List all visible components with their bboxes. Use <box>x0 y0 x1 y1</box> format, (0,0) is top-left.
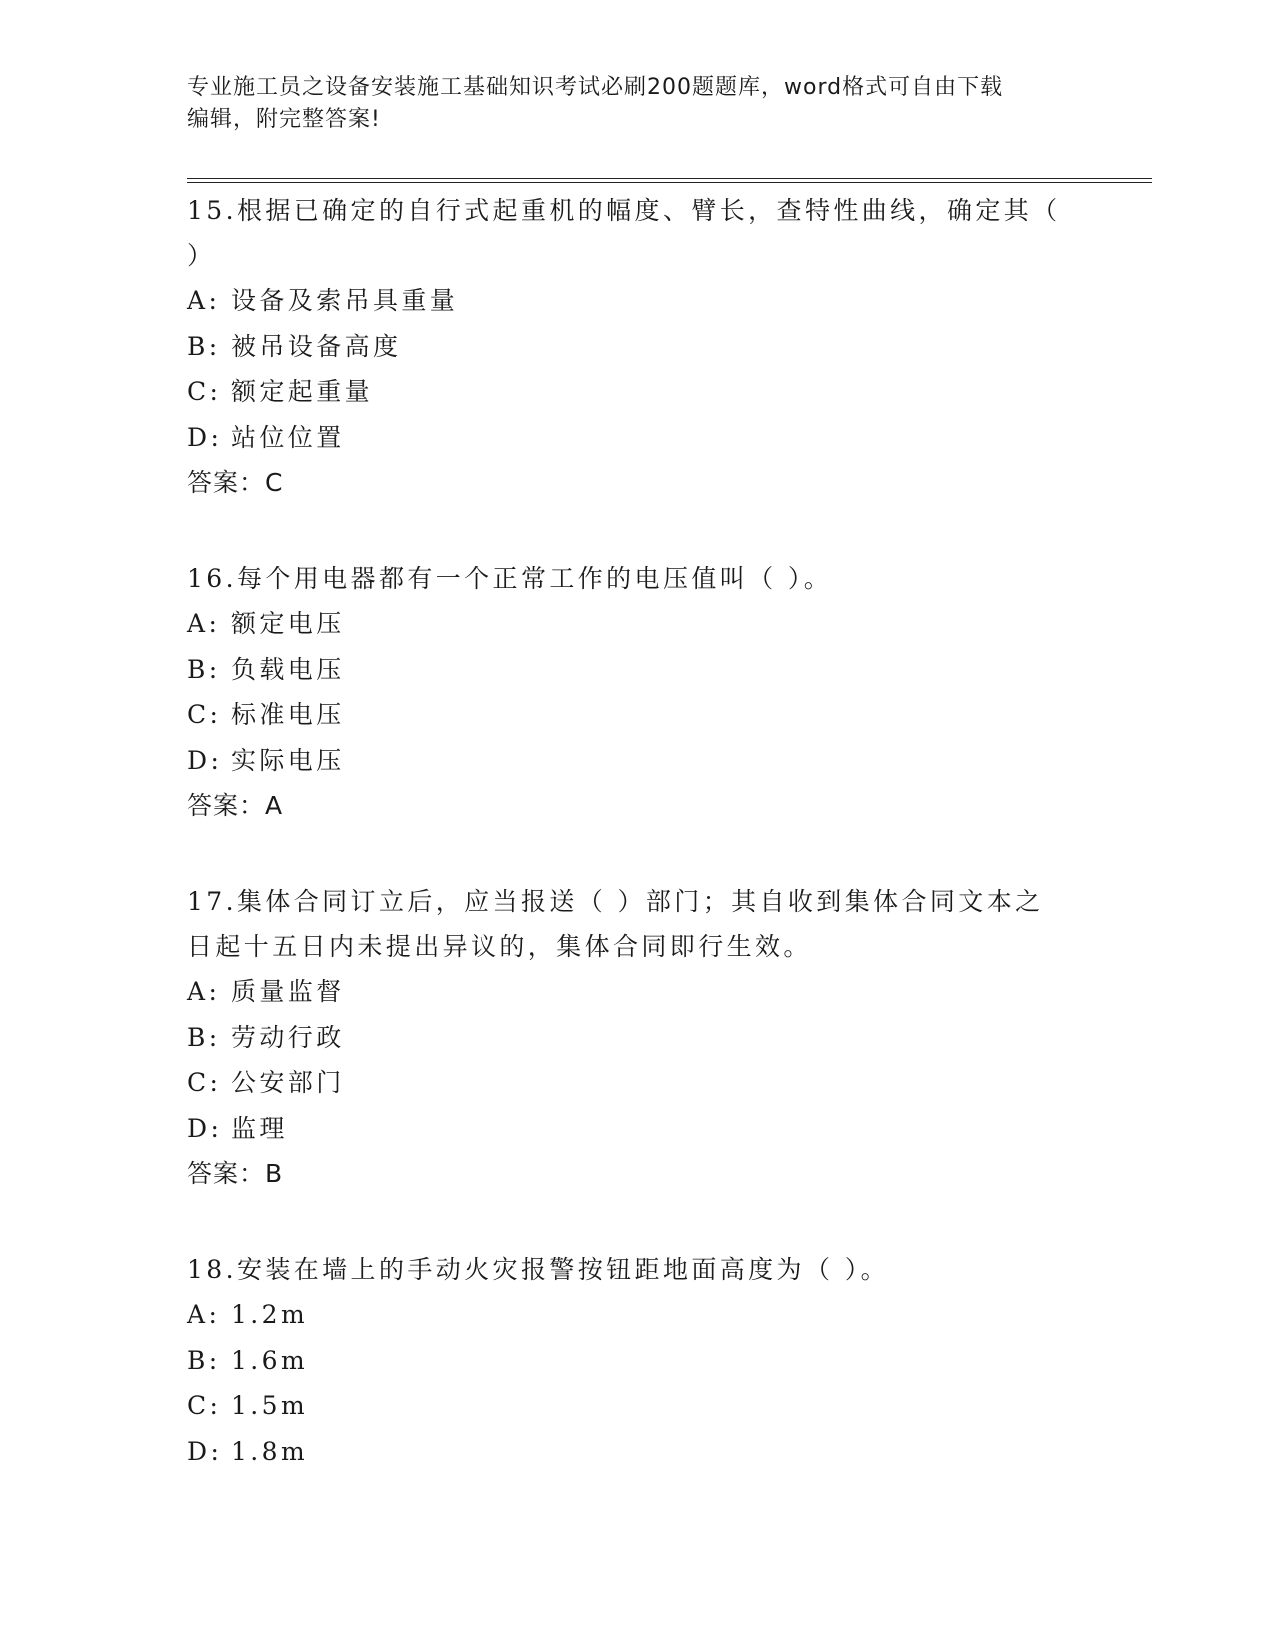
option-text: 监理 <box>231 1113 288 1143</box>
option-c <box>187 369 1152 415</box>
question-text: 16.每个用电器都有一个正常工作的电压值叫（ ）。 <box>187 564 833 593</box>
question-15 <box>187 188 1152 505</box>
option-text: 1.2m <box>231 1300 309 1329</box>
option-text: 标准电压 <box>231 700 345 729</box>
option-letter: B: <box>187 331 221 361</box>
question-text: 15.根据已确定的自行式起重机的幅度、臂长，查特性曲线，确定其（ ） <box>187 196 1061 270</box>
option-letter: D: <box>187 422 223 452</box>
option-c <box>187 1060 1152 1106</box>
option-letter: A: <box>187 1300 221 1329</box>
option-letter: A: <box>187 286 221 315</box>
option-a <box>187 601 1152 647</box>
answer-line: 答案：C <box>187 468 284 497</box>
option-d <box>187 1106 1152 1152</box>
question-text: 17.集体合同订立后，应当报送（ ）部门；其自收到集体合同文本之日起十五日内未提出异议的，集体合同即行生效。 <box>187 887 1044 961</box>
option-b <box>187 1338 1152 1384</box>
option-text: 负载电压 <box>231 654 345 684</box>
option-text: 1.5m <box>231 1391 309 1420</box>
question-17 <box>187 879 1152 1196</box>
option-text: 设备及索吊具重量 <box>231 286 459 315</box>
option-text: 额定起重量 <box>231 377 374 406</box>
option-text: 1.8m <box>231 1436 309 1466</box>
option-c <box>187 692 1152 738</box>
option-text: 被吊设备高度 <box>231 331 402 361</box>
option-text: 1.6m <box>231 1345 309 1375</box>
option-letter: C: <box>187 700 222 729</box>
option-text: 质量监督 <box>231 977 345 1006</box>
option-d <box>187 415 1152 461</box>
question-list <box>187 188 1152 1525</box>
document-page <box>187 0 1152 1650</box>
option-text: 公安部门 <box>231 1068 345 1097</box>
option-letter: C: <box>187 1391 222 1420</box>
option-text: 劳动行政 <box>231 1022 345 1052</box>
document-header <box>187 72 1067 136</box>
option-a <box>187 1292 1152 1338</box>
question-18 <box>187 1247 1152 1474</box>
header-double-rule <box>187 178 1152 183</box>
option-letter: B: <box>187 654 221 684</box>
option-text: 额定电压 <box>231 609 345 638</box>
option-a <box>187 278 1152 324</box>
question-16 <box>187 556 1152 828</box>
option-letter: B: <box>187 1345 221 1375</box>
option-letter: A: <box>187 977 221 1006</box>
header-title-line-2: 编辑，附完整答案! <box>187 107 381 132</box>
option-c <box>187 1383 1152 1429</box>
option-letter: C: <box>187 1068 222 1097</box>
option-b <box>187 324 1152 370</box>
option-letter: D: <box>187 745 223 775</box>
answer-line: 答案：B <box>187 1159 284 1188</box>
option-a <box>187 969 1152 1015</box>
answer-line: 答案：A <box>187 791 284 820</box>
option-letter: D: <box>187 1436 223 1466</box>
option-letter: D: <box>187 1113 223 1143</box>
question-text: 18.安装在墙上的手动火灾报警按钮距地面高度为（ ）。 <box>187 1255 890 1284</box>
option-letter: B: <box>187 1022 221 1052</box>
option-text: 站位位置 <box>231 422 345 452</box>
option-letter: A: <box>187 609 221 638</box>
option-b <box>187 1015 1152 1061</box>
option-d <box>187 1429 1152 1475</box>
option-b <box>187 647 1152 693</box>
header-title-line-1: 专业施工员之设备安装施工基础知识考试必刷200题题库，word格式可自由下载 <box>187 75 1004 100</box>
option-d <box>187 738 1152 784</box>
option-text: 实际电压 <box>231 745 345 775</box>
option-letter: C: <box>187 377 222 406</box>
